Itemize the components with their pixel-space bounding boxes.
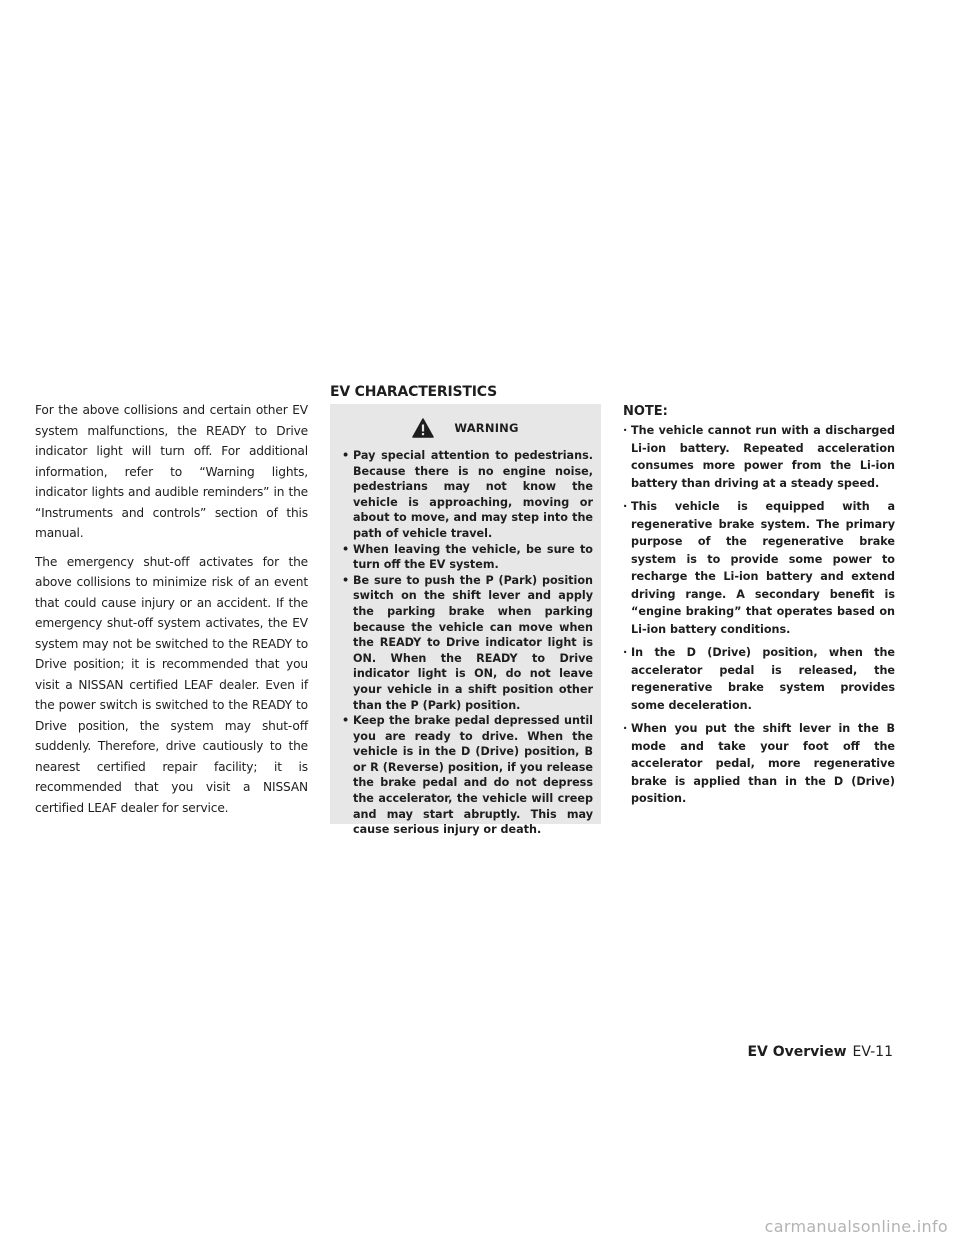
watermark: carmanualsonline.info — [764, 1217, 948, 1236]
bullet-marker: · — [623, 646, 628, 659]
warning-box — [330, 404, 601, 837]
note-item-text: The vehicle cannot run with a discharged Li-ion battery. Repeated acceleration consumes more power from the Li-ion battery than driving at a steady speed. — [631, 424, 895, 490]
warning-item — [342, 713, 593, 838]
section-heading: EV CHARACTERISTICS — [330, 384, 497, 400]
bullet-marker: • — [342, 542, 350, 556]
warning-item-text: Pay special attention to pedestrians. Because there is no engine noise, pedestrians may not know the vehicle is approaching, moving or about to move, and may step into the path of vehicle travel. — [353, 449, 593, 540]
warning-label: WARNING — [454, 421, 519, 435]
bullet-marker: • — [342, 449, 350, 462]
warning-list — [330, 448, 601, 838]
bullet-marker: • — [342, 573, 350, 587]
warning-item-text: When leaving the vehicle, be sure to turn off the EV system. — [353, 542, 593, 572]
note-item — [623, 720, 895, 808]
note-item — [623, 422, 895, 492]
note-heading: NOTE: — [623, 404, 668, 419]
note-item-text: In the D (Drive) position, when the accelerator pedal is released, the regenerative brake system provides some deceleration. — [631, 646, 895, 712]
warning-item — [342, 448, 593, 542]
note-item — [623, 498, 895, 638]
body-paragraph: For the above collisions and certain other EV system malfunctions, the READY to Drive indicator light will turn off. For additional information, refer to “Warning lights, indicator lights and audible reminders” in the “Instruments and controls” section of this manual. — [35, 403, 308, 540]
bullet-marker: · — [623, 500, 628, 513]
warning-triangle-icon — [412, 418, 434, 438]
warning-item-text: Keep the brake pedal depressed until you are ready to drive. When the vehicle is in the D (Drive) position, B or R (Reverse) position, if you release the brake pedal and do not depress the accelerator, the vehicle will creep and may start abruptly. This may cause serious injury or death. — [353, 714, 593, 837]
warning-title — [330, 416, 601, 440]
bullet-marker: • — [342, 714, 350, 728]
page-number: EV-11 — [852, 1044, 893, 1060]
page-footer — [747, 1044, 893, 1060]
left-text-column — [35, 400, 308, 826]
body-paragraph: The emergency shut-off activates for the above collisions to minimize risk of an event that could cause injury or an accident. If the emergency shut-off system activates, the EV system may not be switched to the READY to Drive position; it is recommended that you visit a NISSAN certified LEAF dealer. Even if the power switch is switched to the READY to Drive position, the system may shut-off suddenly. Therefore, drive cautiously to the nearest certified repair facility; it is recommended that you visit a NISSAN certified LEAF dealer for service. — [35, 554, 308, 815]
note-item — [623, 644, 895, 714]
warning-item — [342, 573, 593, 713]
note-list — [623, 422, 895, 814]
footer-section-title: EV Overview — [747, 1044, 847, 1060]
warning-item — [342, 542, 593, 573]
note-item-text: This vehicle is equipped with a regenerative brake system. The primary purpose of the regenerative brake system is to provide some power to recharge the Li-ion battery and extend driving range. A secondary benefit is “engine braking” that operates based on Li-ion battery conditions. — [631, 500, 895, 636]
bullet-marker: · — [623, 424, 628, 437]
note-item-text: When you put the shift lever in the B mode and take your foot off the accelerator pedal, more regenerative brake is applied than in the D (Drive) position. — [631, 722, 895, 805]
warning-item-text: Be sure to push the P (Park) position switch on the shift lever and apply the parking brake when parking because the vehicle can move when the READY to Drive indicator light is ON. When the READY to Drive indicator light is ON, do not leave your vehicle in a shift position other than the P (Park) position. — [353, 573, 593, 712]
bullet-marker: · — [623, 722, 628, 735]
